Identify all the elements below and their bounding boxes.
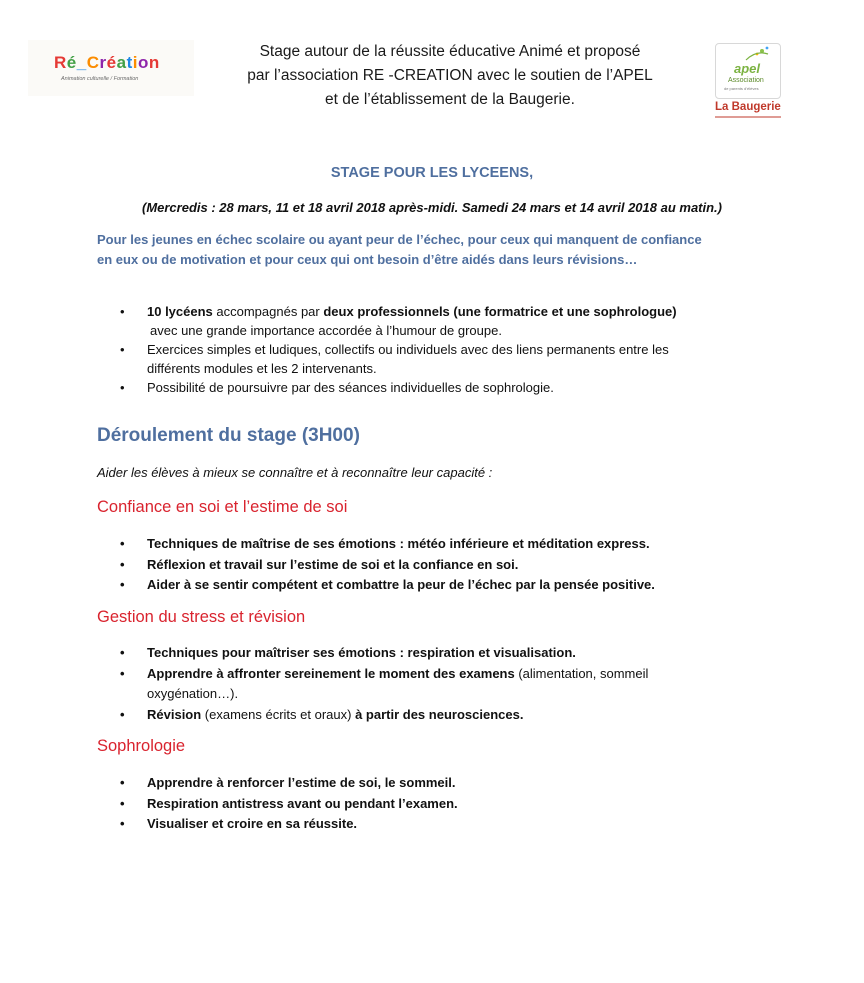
bullet: • [120,577,125,592]
list-item-bold: Révision [147,706,202,722]
list-item-text: Visualiser et croire en sa réussite. [147,816,358,831]
header-title-line: par l’association RE -CREATION avec le soutien de l’APEL [247,67,653,84]
recreation-logo-subtitle: Animation culturelle / Formation [61,76,139,82]
list-item [97,340,797,378]
bullet: • [120,706,125,722]
bullet: • [120,816,125,831]
bullet: • [120,665,125,681]
baugerie-text: La Baugerie [715,101,781,113]
bullet: • [120,645,125,660]
list-item-text: avec une grande importance accordée à l’humour de groupe. [150,323,502,338]
list-item-text: Respiration antistress avant ou pendant l’examen. [147,795,458,811]
main-bullet-list [97,302,797,397]
list-item [97,534,797,555]
apel-logo-box [715,43,781,99]
list-item-text: Réflexion et travail sur l’estime de soi et la confiance en soi. [147,556,519,572]
list-item-text: différents modules et les 2 intervenants. [147,361,377,376]
list-item [97,555,797,576]
bullet: • [120,795,125,811]
list-item-text: (alimentation, sommeil [514,665,649,681]
aider-text: Aider les élèves à mieux se connaître et à reconnaître leur capacité : [97,465,493,480]
bullet: • [120,556,125,572]
bullet: • [120,536,125,551]
intro-text [97,230,737,270]
intro-line: Pour les jeunes en échec scolaire ou ayant peur de l’échec, pour ceux qui manquent de confiance [97,232,702,247]
bullet: • [120,380,125,395]
section-title-sophrologie: Sophrologie [97,737,186,755]
list-item-bold: Apprendre à affronter sereinement le moment des examens [147,665,515,681]
stage-dates: (Mercredis : 28 mars, 11 et 18 avril 2018 après-midi. Samedi 24 mars et 14 avril 2018 au matin.) [141,200,723,215]
list-item-text: Apprendre à renforcer l’estime de soi, le sommeil. [147,775,456,790]
recreation-logo [28,40,194,96]
list-item-bold: 10 lycéens [147,304,213,319]
list-item-text: Exercices simples et ludiques, collectifs ou individuels avec des liens permanents entre les [147,342,669,357]
deroulement-heading: Déroulement du stage (3H00) [97,425,360,446]
list-item [97,575,797,596]
bullet: • [120,775,125,790]
section-stress-list [97,643,797,725]
list-item [97,302,797,340]
list-item [97,643,797,664]
list-item-text: oxygénation…). [147,686,239,701]
section-confiance-list [97,534,797,596]
list-item [97,378,797,397]
apel-association-subtitle: de parents d'élèves [724,86,759,91]
stage-title: STAGE POUR LES LYCEENS, [330,165,534,181]
list-item-text: accompagnés par [212,304,324,319]
baugerie-underline [715,116,781,118]
section-sophrologie-list [97,773,797,835]
apel-association-text: Association [728,77,764,84]
section-title-confiance: Confiance en soi et l’estime de soi [97,498,348,516]
list-item-text: Techniques de maîtrise de ses émotions : météo inférieure et méditation express. [147,536,650,551]
bullet: • [120,342,125,357]
list-item-bold: à partir des neurosciences. [355,706,524,722]
list-item-text: Techniques pour maîtriser ses émotions : respiration et visualisation. [147,645,576,660]
header-title-line: Stage autour de la réussite éducative Animé et proposé [259,43,641,60]
bullet: • [120,304,125,319]
list-item-text: Possibilité de poursuivre par des séances individuelles de sophrologie. [147,380,554,395]
list-item [97,814,797,835]
list-item [97,664,797,705]
list-item [97,794,797,815]
list-item-text: (examens écrits et oraux) [201,706,356,722]
list-item [97,773,797,794]
list-item [97,705,797,726]
recreation-logo-text: Ré_Création [54,53,160,72]
list-item-bold: deux professionnels (une formatrice et une sophrologue) [323,304,677,319]
list-item-text: Aider à se sentir compétent et combattre la peur de l’échec par la pensée positive. [147,577,655,592]
apel-baugerie-logo [713,43,783,121]
header-title [200,40,700,112]
intro-line: en eux ou de motivation et pour ceux qui ont besoin d’être aidés dans leurs révisions… [97,252,638,267]
apel-text: apel [734,61,761,76]
header-title-line: et de l’établissement de la Baugerie. [325,91,575,108]
section-title-stress: Gestion du stress et révision [97,608,306,626]
